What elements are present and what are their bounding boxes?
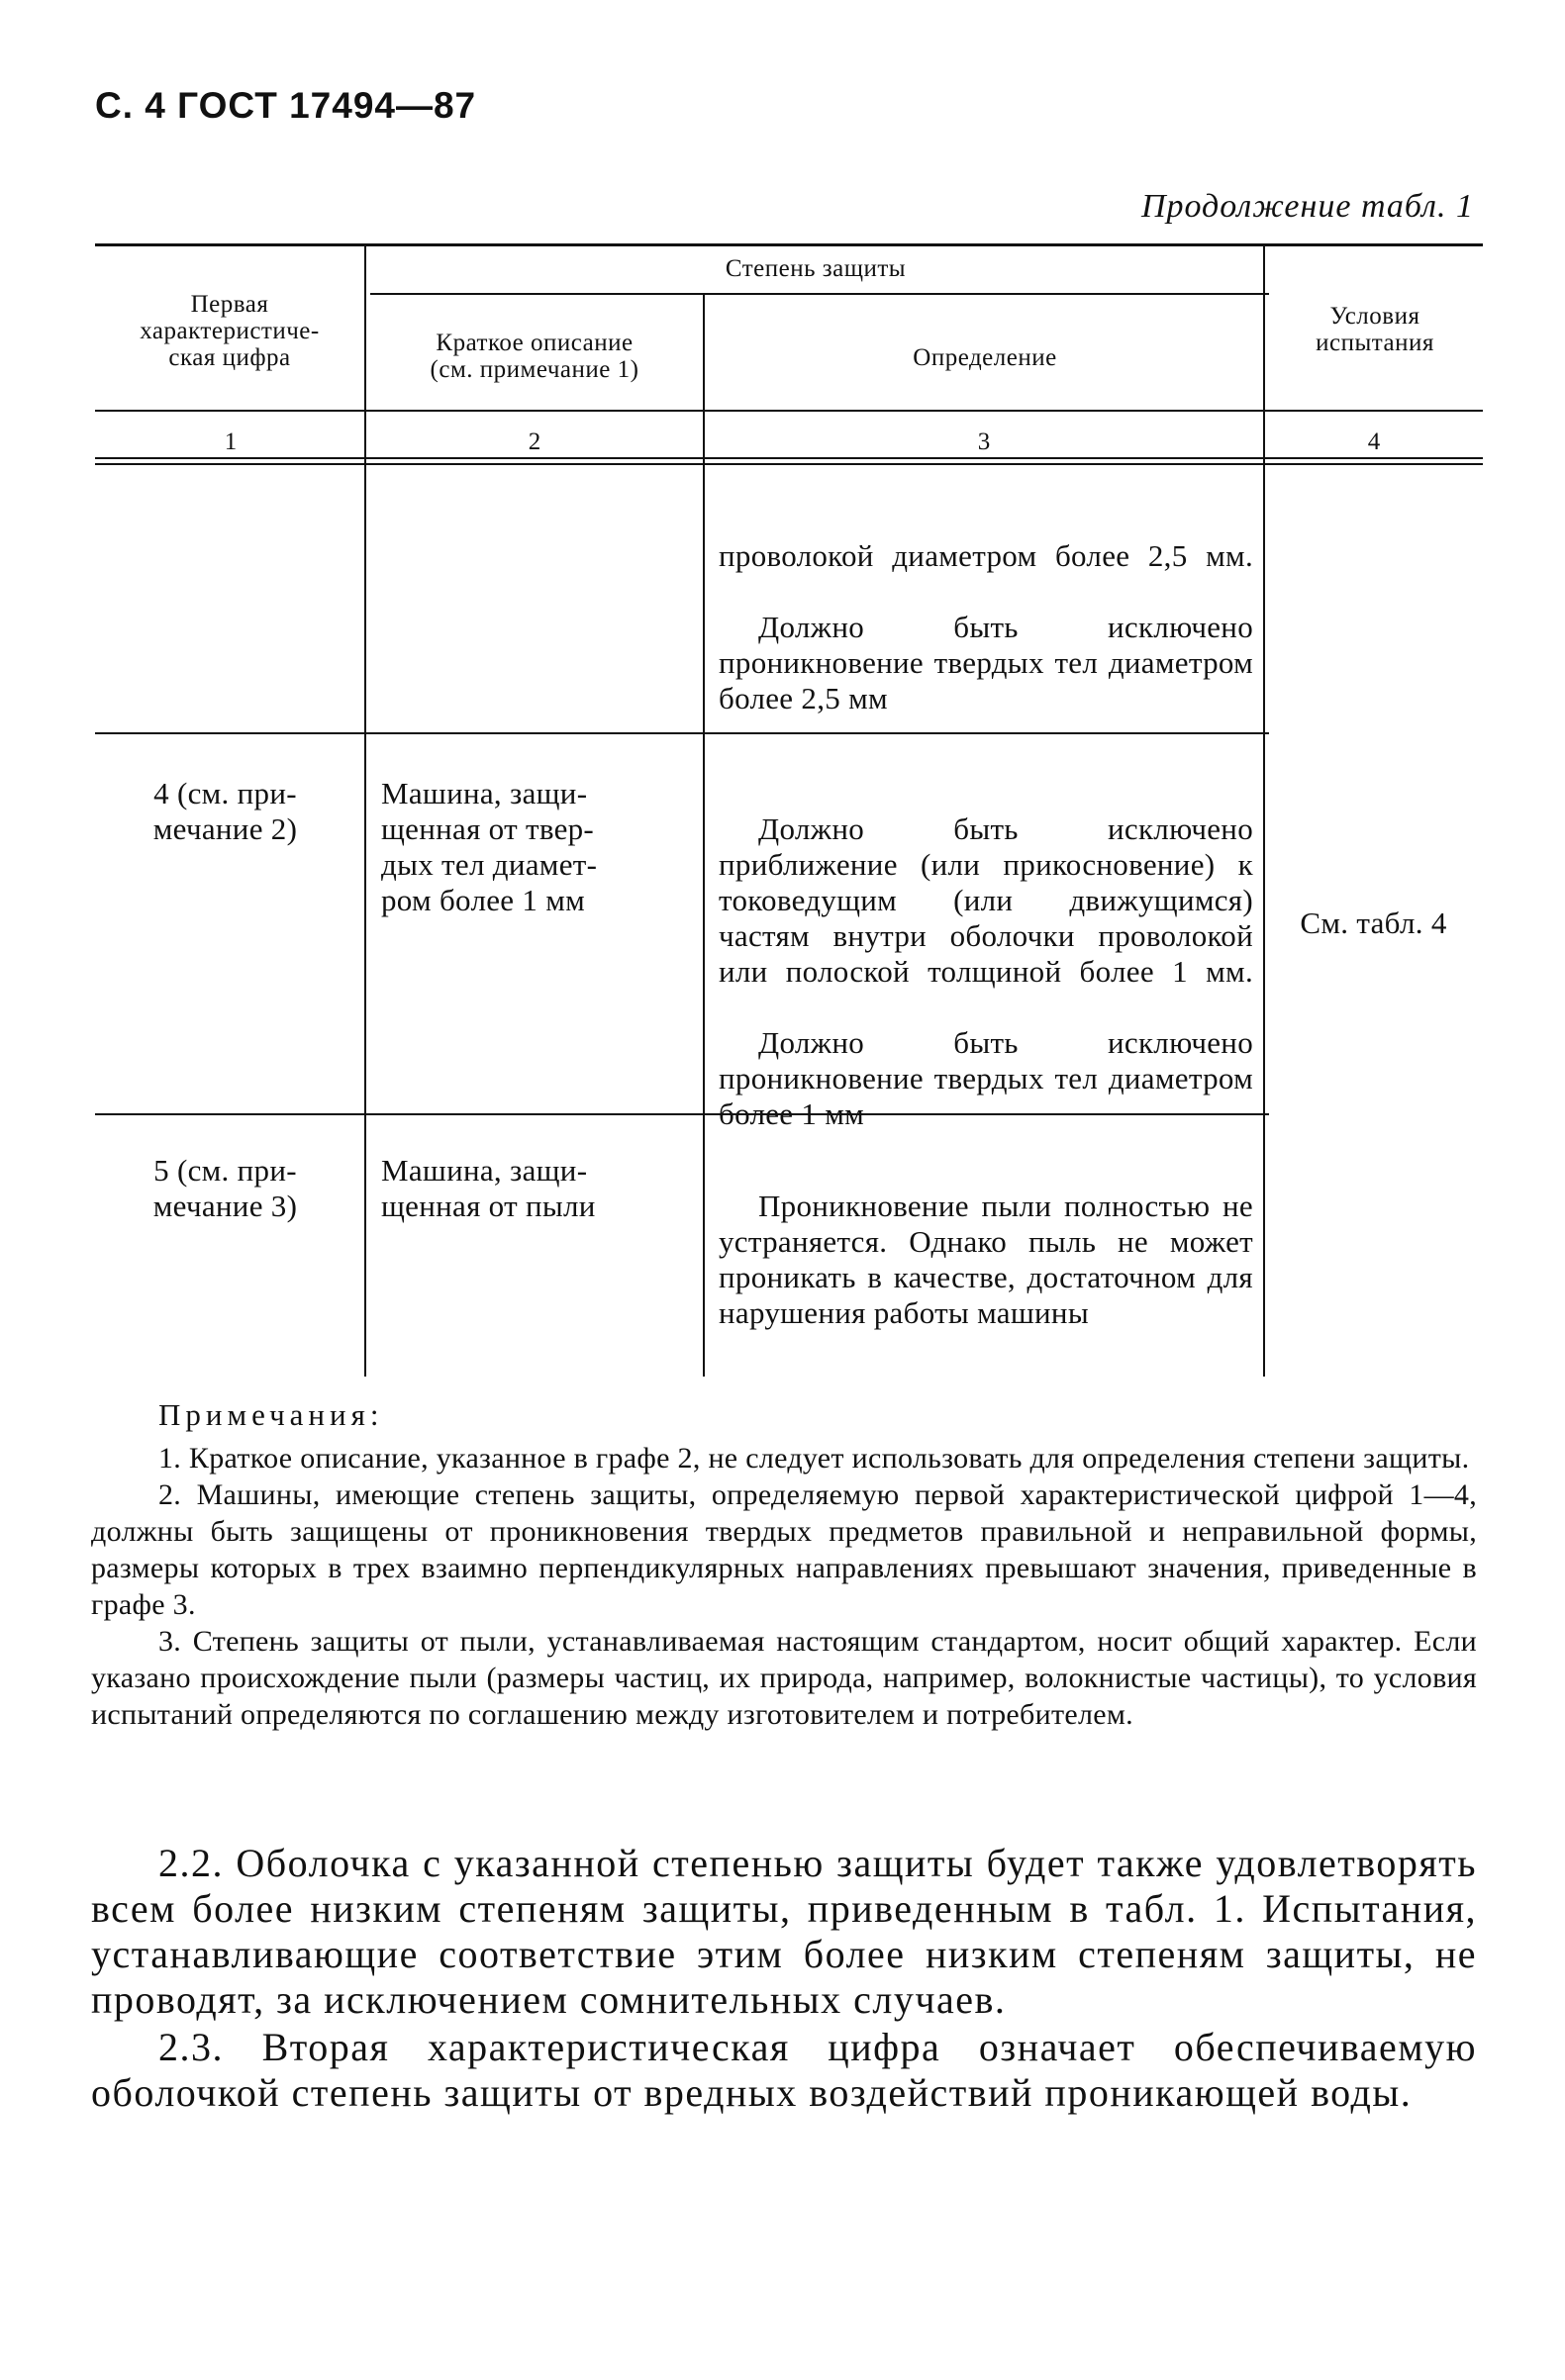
header-short-description: Краткое описание (см. примечание 1) xyxy=(430,330,639,383)
definition-paragraph: проволокой диаметром более 2,5 мм. xyxy=(719,538,1253,573)
definition-paragraph: Проникновение пыли полностью не устраняется. Однако пыль не может проникать в качестве, достаточном для нарушения работы машины xyxy=(719,1189,1253,1330)
table-row-3-definition xyxy=(719,1153,1253,1367)
table-row-2-short: Машина, защи- щенная от твер- дых тел диамет- ром более 1 мм xyxy=(381,776,598,917)
column-number-4: 4 xyxy=(1367,428,1381,455)
paragraph-2-3: 2.3. Вторая характеристическая цифра означает обеспечиваемую оболочкой степень защиты от вредных воздействий проникающей воды. xyxy=(91,2025,1477,2115)
table-top-rule xyxy=(95,243,1483,246)
note-item: 2. Машины, имеющие степень защиты, определяемую первой характеристической цифрой 1—4, должны быть защищены от проникновения твердых предметов правильной и неправильной формы, размеры которых в трех взаимно перпендикулярных направлениях превышают значения, приведенные в графе 3. xyxy=(91,1478,1477,1621)
test-conditions-value: См. табл. 4 xyxy=(1300,905,1447,940)
header-degree: Степень защиты xyxy=(725,255,907,282)
definition-paragraph: Должно быть исключено проникновение твердых тел диаметром более 1 мм xyxy=(719,1025,1253,1131)
body-text xyxy=(91,1841,1477,2118)
col-divider-1 xyxy=(364,246,366,1377)
definition-paragraph: Должно быть исключено приближение (или прикосновение) к токоведущим (или движущимся) частям внутри оболочки проволокой или полоской толщиной более 1 мм. xyxy=(719,811,1253,989)
notes-title: Примечания: xyxy=(158,1397,384,1432)
note-item: 1. Краткое описание, указанное в графе 2, не следует использовать для определения степени защиты. xyxy=(158,1442,1470,1475)
header-definition: Определение xyxy=(913,344,1057,371)
notes-list xyxy=(91,1440,1477,1733)
column-number-3: 3 xyxy=(977,428,991,455)
header-test-conditions: Условия испытания xyxy=(1316,303,1434,356)
table-row-3-short: Машина, защи- щенная от пыли xyxy=(381,1153,596,1223)
colnum-rule-2 xyxy=(95,463,1483,465)
page-header: С. 4 ГОСТ 17494—87 xyxy=(95,85,477,126)
note-item: 3. Степень защиты от пыли, устанавливаемая настоящим стандартом, носит общий характер. Если указано происхождение пыли (размеры частиц, их природа, например, волокнистые частицы), то условия испытаний определяются по соглашению между изготовителем и потребителем. xyxy=(91,1625,1477,1731)
col-divider-2 xyxy=(703,295,705,1377)
col-divider-3 xyxy=(1263,246,1265,1377)
column-number-2: 2 xyxy=(528,428,541,455)
paragraph-2-2: 2.2. Оболочка с указанной степенью защиты будет также удовлетворять всем более низким степеням защиты, приведенным в табл. 1. Испытания, устанавливающие соответствие этим более низким степеням защиты, не проводят, за исключением сомнительных случаев. xyxy=(91,1841,1477,2022)
header-bottom-rule xyxy=(95,410,1483,412)
table-row-1-definition xyxy=(719,503,1253,752)
degree-header-rule xyxy=(370,293,1269,295)
header-first-digit: Первая характеристиче- ская цифра xyxy=(140,291,320,371)
column-number-1: 1 xyxy=(224,428,238,455)
table-row-2-digit: 4 (см. при- мечание 2) xyxy=(152,776,298,846)
definition-paragraph: Должно быть исключено проникновение твердых тел диаметром более 2,5 мм xyxy=(719,610,1253,715)
table-row-2-definition xyxy=(719,776,1253,1168)
table-row-3-digit: 5 (см. при- мечание 3) xyxy=(152,1153,298,1223)
table-continuation-label: Продолжение табл. 1 xyxy=(1140,188,1474,225)
colnum-rule-1 xyxy=(95,457,1483,459)
